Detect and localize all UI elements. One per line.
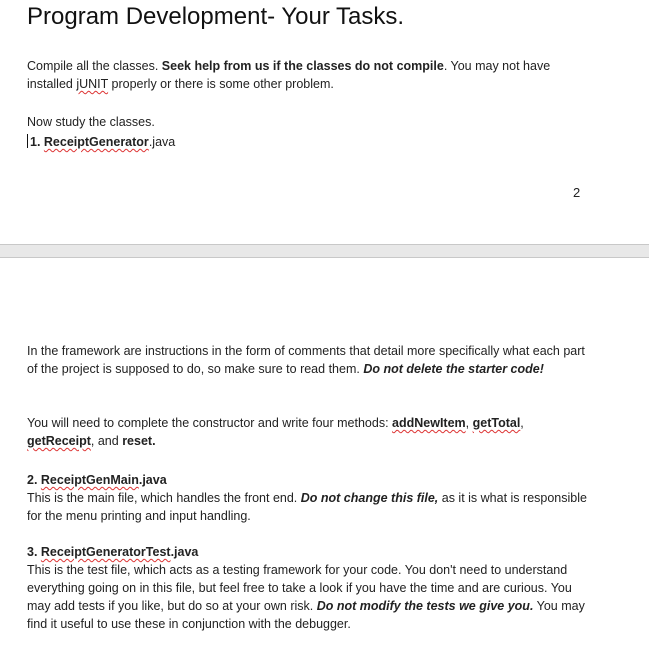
page-number: 2 <box>573 185 581 200</box>
text-cursor <box>27 134 28 148</box>
paragraph-test-file <box>27 561 587 633</box>
method-reset: reset. <box>122 434 156 448</box>
text-run: This is the test file, which acts as a testing framework for your code. You don't need to understand everything going on in this file, but feel free to take a look if you have the time and are curious. You may add tests if you like, but do so at your own risk. <box>27 563 572 613</box>
method-addnewitem[interactable]: addNewItem <box>392 416 466 430</box>
text-run: . You may not have installed <box>27 59 551 91</box>
text-run: , <box>465 416 473 430</box>
text-run: You may find it useful to use these in conjunction with the debugger. <box>27 599 585 631</box>
item-number: 1. <box>30 135 44 149</box>
class-name-receiptgenmain[interactable]: ReceiptGenMain <box>40 473 139 487</box>
text-run: Compile all the classes. <box>27 59 162 73</box>
text-run: , and <box>90 434 123 448</box>
list-item-2 <box>27 471 587 489</box>
paragraph-framework <box>27 342 587 378</box>
list-item-3 <box>27 543 587 561</box>
class-name-receiptgeneratortest[interactable]: ReceiptGeneratorTest <box>40 545 171 559</box>
page-break-gap <box>0 244 649 258</box>
paragraph-compile <box>27 57 587 93</box>
heading-title: Program Development- Your Tasks. <box>27 3 405 30</box>
text-run: , <box>520 416 524 430</box>
paragraph-main-file <box>27 489 587 525</box>
file-extension: .java <box>138 473 167 487</box>
document-page-1 <box>0 0 649 244</box>
method-getreceipt[interactable]: getReceipt <box>27 434 91 448</box>
text-run: You will need to complete the constructor and write four methods: <box>27 416 393 430</box>
paragraph-methods <box>27 414 587 450</box>
file-extension: .java <box>148 135 176 149</box>
item-number: 2. <box>27 473 41 487</box>
class-name-receiptgenerator[interactable]: ReceiptGenerator <box>43 135 149 149</box>
text-bold-italic-run: Do not change this file, <box>300 491 439 505</box>
document-page-2 <box>0 258 649 663</box>
text-bold-italic-run: Do not modify the tests we give you. <box>316 599 534 613</box>
text-run: properly or there is some other problem. <box>108 77 334 91</box>
text-bold-run: Seek help from us if the classes do not compile <box>161 59 444 73</box>
text-run: In the framework are instructions in the form of comments that detail more specifically what each part of the project is supposed to do, so make sure to read them. <box>27 344 585 376</box>
method-gettotal[interactable]: getTotal <box>472 416 521 430</box>
spelling-flag-junit[interactable]: jUNIT <box>76 77 109 91</box>
list-item-1 <box>27 133 587 151</box>
paragraph-study: Now study the classes. <box>27 115 155 129</box>
file-extension: .java <box>170 545 199 559</box>
item-number: 3. <box>27 545 41 559</box>
text-run: This is the main file, which handles the front end. <box>27 491 301 505</box>
text-run: as it is what is responsible for the menu printing and input handling. <box>27 491 587 523</box>
text-bold-italic-run: Do not delete the starter code! <box>363 362 544 376</box>
